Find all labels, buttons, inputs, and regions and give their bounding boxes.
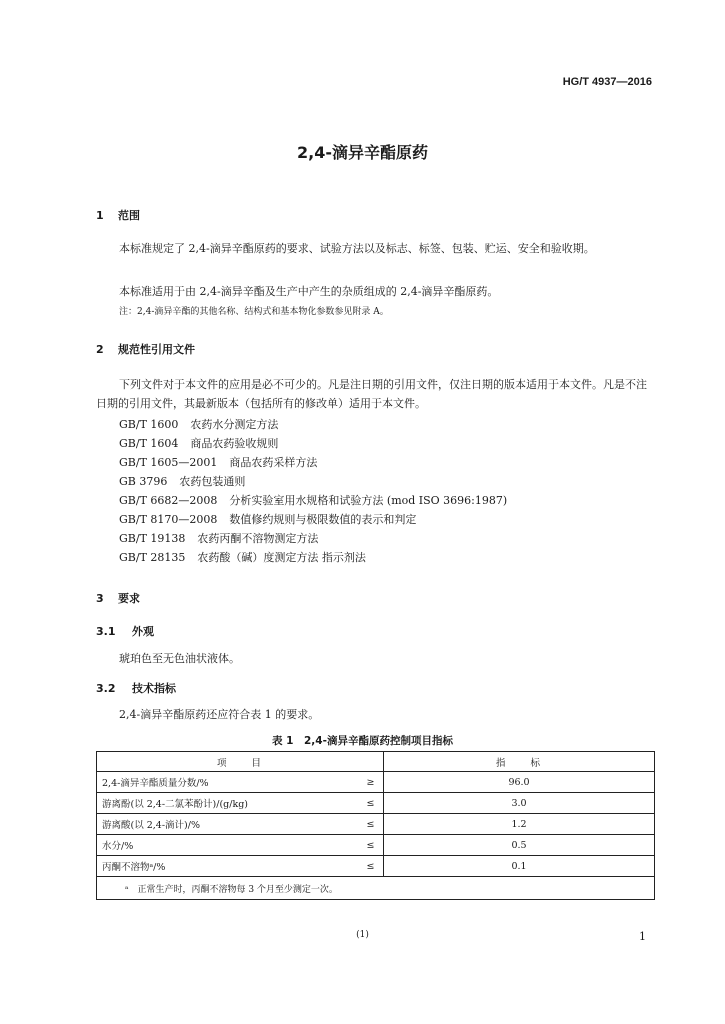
reference-item — [119, 492, 507, 508]
footer-mark: (1) — [356, 930, 369, 940]
header-item: 项 目 — [97, 752, 384, 772]
table-footnote-row — [97, 877, 655, 900]
reference-code: GB/T 1600 — [119, 418, 179, 431]
section-number: 3.1 — [96, 625, 116, 638]
reference-item — [119, 454, 317, 470]
reference-name: 农药包装通则 — [179, 475, 246, 488]
table-row — [97, 835, 655, 856]
section-number: 1 — [96, 209, 104, 222]
reference-code: GB/T 1605—2001 — [119, 456, 218, 469]
row-value: 0.1 — [384, 856, 655, 877]
appearance-text: 琥珀色至无色油状液体。 — [119, 652, 240, 665]
reference-code: GB 3796 — [119, 475, 168, 488]
header-value: 指 标 — [384, 752, 655, 772]
section-number: 3 — [96, 592, 104, 605]
reference-item — [119, 435, 278, 451]
section-3-2-heading — [96, 680, 176, 696]
table-row — [97, 772, 655, 793]
reference-code: GB/T 19138 — [119, 532, 186, 545]
row-value: 0.5 — [384, 835, 655, 856]
row-item: 2,4-滴异辛酯质量分数/% — [97, 772, 362, 793]
reference-code: GB/T 28135 — [119, 551, 186, 564]
reference-code: GB/T 6682—2008 — [119, 494, 218, 507]
row-operator: ≤ — [362, 835, 384, 856]
table-footnote: ᵃ 正常生产时，丙酮不溶物每 3 个月至少测定一次。 — [97, 877, 655, 900]
reference-code: GB/T 1604 — [119, 437, 179, 450]
section-title: 规范性引用文件 — [118, 343, 195, 356]
reference-item — [119, 530, 318, 546]
spec-table — [96, 751, 655, 900]
reference-name: 农药丙酮不溶物测定方法 — [197, 532, 319, 545]
document-title: 2,4-滴异辛酯原药 — [297, 143, 428, 162]
section-number: 2 — [96, 343, 104, 356]
section-title: 范围 — [118, 209, 140, 222]
reference-name: 农药水分测定方法 — [190, 418, 279, 431]
row-item: 丙酮不溶物ᵃ/% — [97, 856, 362, 877]
row-operator: ≤ — [362, 793, 384, 814]
section-title: 外观 — [132, 625, 154, 638]
scope-note: 注：2,4-滴异辛酯的其他名称、结构式和基本物化参数参见附录 A。 — [119, 307, 389, 317]
section-1-heading — [96, 207, 140, 223]
reference-name: 商品农药验收规则 — [190, 437, 279, 450]
table-row — [97, 814, 655, 835]
reference-name: 商品农药采样方法 — [229, 456, 318, 469]
section-number: 3.2 — [96, 682, 116, 695]
technical-indices-text: 2,4-滴异辛酯原药还应符合表 1 的要求。 — [119, 708, 320, 721]
section-2-heading — [96, 341, 195, 357]
page-number: 1 — [639, 930, 646, 943]
table-caption: 表 1 2,4-滴异辛酯原药控制项目指标 — [272, 735, 453, 747]
row-operator: ≤ — [362, 856, 384, 877]
reference-item — [119, 473, 245, 489]
reference-name: 分析实验室用水规格和试验方法 (mod ISO 3696:1987) — [229, 494, 508, 507]
section-3-heading — [96, 590, 140, 606]
reference-name: 农药酸（碱）度测定方法 指示剂法 — [197, 551, 366, 564]
reference-item — [119, 549, 366, 565]
scope-paragraph-1: 本标准规定了 2,4-滴异辛酯原药的要求、试验方法以及标志、标签、包装、贮运、安全和验收期。 — [119, 242, 595, 255]
row-operator: ≥ — [362, 772, 384, 793]
row-item: 水分/% — [97, 835, 362, 856]
row-value: 96.0 — [384, 772, 655, 793]
reference-name: 数值修约规则与极限数值的表示和判定 — [229, 513, 417, 526]
section-3-1-heading — [96, 623, 154, 639]
row-value: 3.0 — [384, 793, 655, 814]
section-title: 技术指标 — [132, 682, 176, 695]
table-row — [97, 793, 655, 814]
row-operator: ≤ — [362, 814, 384, 835]
reference-code: GB/T 8170—2008 — [119, 513, 218, 526]
row-item: 游离酚(以 2,4-二氯苯酚计)/(g/kg) — [97, 793, 362, 814]
section-title: 要求 — [118, 592, 140, 605]
standard-code: HG/T 4937—2016 — [562, 76, 652, 88]
table-row — [97, 856, 655, 877]
table-header-row — [97, 752, 655, 772]
reference-item — [119, 416, 278, 432]
scope-paragraph-2: 本标准适用于由 2,4-滴异辛酯及生产中产生的杂质组成的 2,4-滴异辛酯原药。 — [119, 285, 499, 298]
row-value: 1.2 — [384, 814, 655, 835]
reference-item — [119, 511, 416, 527]
normative-references-paragraph: 下列文件对于本文件的应用是必不可少的。凡是注日期的引用文件，仅注日期的版本适用于本文件。凡是不注日期的引用文件，其最新版本（包括所有的修改单）适用于本文件。 — [96, 378, 647, 410]
row-item: 游离酸(以 2,4-滴计)/% — [97, 814, 362, 835]
